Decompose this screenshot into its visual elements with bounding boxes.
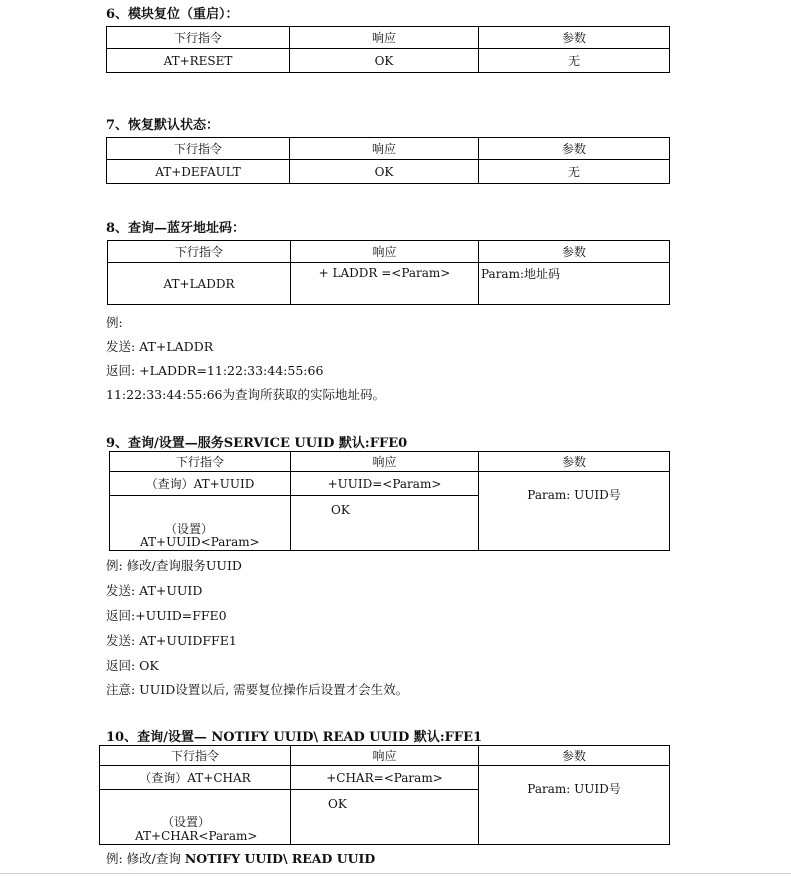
param-cell: 无	[479, 160, 670, 184]
example-label: 例:	[106, 315, 123, 330]
param-cell: Param: UUID号	[479, 472, 670, 551]
resp-cell: OK	[290, 49, 479, 73]
resp-cell: OK	[290, 160, 479, 184]
section-6-title: 6、模块复位（重启）：	[106, 7, 239, 22]
set-resp-text: OK	[328, 797, 347, 811]
cmd-cell: AT+LADDR	[108, 263, 291, 305]
section-8-title: 8、查询—蓝牙地址码：	[106, 221, 246, 236]
param-cell: Param: UUID号	[479, 766, 670, 845]
query-cmd-cell: （查询）AT+CHAR	[100, 766, 291, 790]
set-cmd-cell	[100, 790, 291, 845]
section-10-table	[99, 745, 670, 845]
example-send: 发送: AT+LADDR	[106, 339, 214, 354]
header-param: 参数	[479, 452, 670, 472]
header-cmd: 下行指令	[107, 138, 290, 160]
set-cmd-code: AT+CHAR<Param>	[135, 829, 258, 843]
header-resp: 响应	[291, 241, 479, 263]
example-note: 11:22:33:44:55:66为查询所获取的实际地址码。	[106, 387, 385, 402]
set-cmd-code: AT+UUID<Param>	[140, 535, 260, 549]
example-label-uuids: NOTIFY UUID\ READ UUID	[184, 851, 376, 866]
example-note: 注意: UUID设置以后, 需要复位操作后设置才会生效。	[106, 682, 409, 697]
section-8-table	[107, 240, 670, 305]
header-param: 参数	[479, 746, 670, 766]
param-cell: Param:地址码	[479, 263, 670, 305]
example-return-2: 返回: OK	[106, 658, 159, 673]
query-resp-cell: +CHAR=<Param>	[291, 766, 479, 790]
header-resp: 响应	[290, 138, 479, 160]
example-label: 例: 修改/查询服务UUID	[106, 558, 242, 573]
header-resp: 响应	[291, 452, 479, 472]
query-resp-cell: +UUID=<Param>	[291, 472, 479, 496]
set-cmd-label: （设置）	[165, 522, 214, 536]
query-cmd-cell: （查询）AT+UUID	[110, 472, 291, 496]
resp-cell: + LADDR =<Param>	[291, 263, 479, 305]
example-return-1: 返回:+UUID=FFE0	[106, 608, 227, 623]
header-cmd: 下行指令	[100, 746, 291, 766]
set-cmd-label: （设置）	[162, 815, 211, 829]
header-param: 参数	[479, 138, 670, 160]
example-label-prefix: 例: 修改/查询	[106, 851, 185, 866]
header-param: 参数	[479, 27, 670, 49]
cmd-cell: AT+DEFAULT	[107, 160, 290, 184]
section-10-title: 10、查询/设置— NOTIFY UUID\ READ UUID 默认:FFE1	[106, 730, 483, 745]
header-cmd: 下行指令	[110, 452, 291, 472]
example-send-1: 发送: AT+UUID	[106, 583, 203, 598]
section-7-title: 7、恢复默认状态：	[106, 118, 220, 133]
header-param: 参数	[479, 241, 670, 263]
example-send-2: 发送: AT+UUIDFFE1	[106, 633, 237, 648]
page-bottom-divider	[0, 873, 791, 874]
header-cmd: 下行指令	[107, 27, 290, 49]
example-return: 返回: +LADDR=11:22:33:44:55:66	[106, 363, 324, 378]
section-7-table	[106, 137, 670, 184]
section-6-table	[106, 26, 670, 73]
cmd-cell: AT+RESET	[107, 49, 290, 73]
header-resp: 响应	[291, 746, 479, 766]
header-cmd: 下行指令	[108, 241, 291, 263]
example-label	[106, 849, 375, 867]
section-9-table	[109, 451, 670, 551]
param-cell: 无	[479, 49, 670, 73]
header-resp: 响应	[290, 27, 479, 49]
set-resp-cell	[291, 790, 479, 845]
set-resp-cell	[291, 496, 479, 551]
set-resp-text: OK	[331, 503, 350, 517]
section-9-title: 9、查询/设置—服务SERVICE UUID 默认:FFE0	[106, 436, 408, 451]
set-cmd-cell	[110, 496, 291, 551]
